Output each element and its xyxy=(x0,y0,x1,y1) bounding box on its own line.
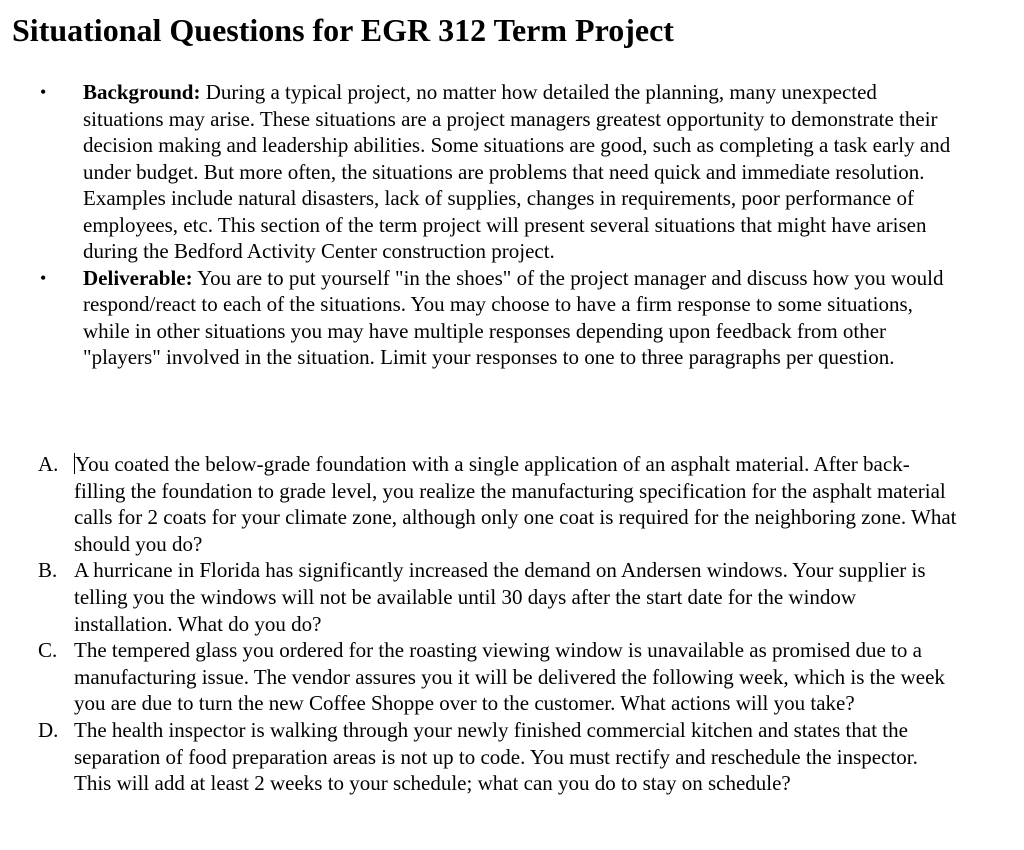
bullet-label: Background: xyxy=(83,80,201,104)
question-item-a[interactable] xyxy=(38,451,958,557)
page-title: Situational Questions for EGR 312 Term Project xyxy=(12,12,674,48)
bullet-text: You are to put yourself "in the shoes" of the project manager and discuss how you would respond/react to each of the situations. You may choose to have a firm response to some situations, while in other situations you may have multiple responses depending upon feedback from other "players" involved in the situation. Limit your responses to one to three paragraphs per question. xyxy=(83,265,944,369)
question-letter: B. xyxy=(38,558,58,583)
question-text[interactable]: A hurricane in Florida has significantly increased the demand on Andersen windows. Your supplier is telling you the windows will not be available until 30 days after the start date for the window installation. What do you do? xyxy=(74,558,926,636)
question-text[interactable]: The health inspector is walking through your newly finished commercial kitchen and states that the separation of food preparation areas is not up to code. You must rectify and reschedule the inspector. This will add at least 2 weeks to your schedule; what can you do to stay on schedule? xyxy=(74,717,918,796)
bullet-icon: • xyxy=(40,267,47,288)
question-item-d[interactable] xyxy=(38,717,958,797)
bullet-label: Deliverable: xyxy=(83,265,193,290)
question-text[interactable]: The tempered glass you ordered for the roasting viewing window is unavailable as promised due to a manufacturing issue. The vendor assures you it will be delivered the following week, which is the week you are due to turn the new Coffee Shoppe over to the customer. What actions will you take? xyxy=(74,638,945,716)
question-item-b[interactable] xyxy=(38,557,958,637)
question-list xyxy=(38,451,958,797)
question-letter: A. xyxy=(38,452,59,476)
question-letter: C. xyxy=(38,638,58,663)
question-letter: D. xyxy=(38,717,59,742)
bullet-text: During a typical project, no matter how detailed the planning, many unexpected situations may arise. These situations are a project managers greatest opportunity to demonstrate their decision making and leadership abilities. Some situations are good, such as completing a task early and under budget. But more often, the situations are problems that need quick and immediate resolution. Examples include natural disasters, lack of supplies, changes in requirements, poor performance of employees, etc. This section of the term project will present several situations that might have arisen during the Bedford Activity Center construction project. xyxy=(83,80,951,263)
bullet-list xyxy=(40,79,960,371)
question-text[interactable]: You coated the below-grade foundation with a single application of an asphalt material. After back-filling the foundation to grade level, you realize the manufacturing specification for the asphalt material calls for 2 coats for your climate zone, although only one coat is required for the neighboring zone. What should you do? xyxy=(74,452,957,556)
question-item-c[interactable] xyxy=(38,637,958,717)
bullet-icon: • xyxy=(40,82,47,102)
bullet-item-deliverable xyxy=(40,265,960,371)
bullet-item-background xyxy=(40,79,960,265)
